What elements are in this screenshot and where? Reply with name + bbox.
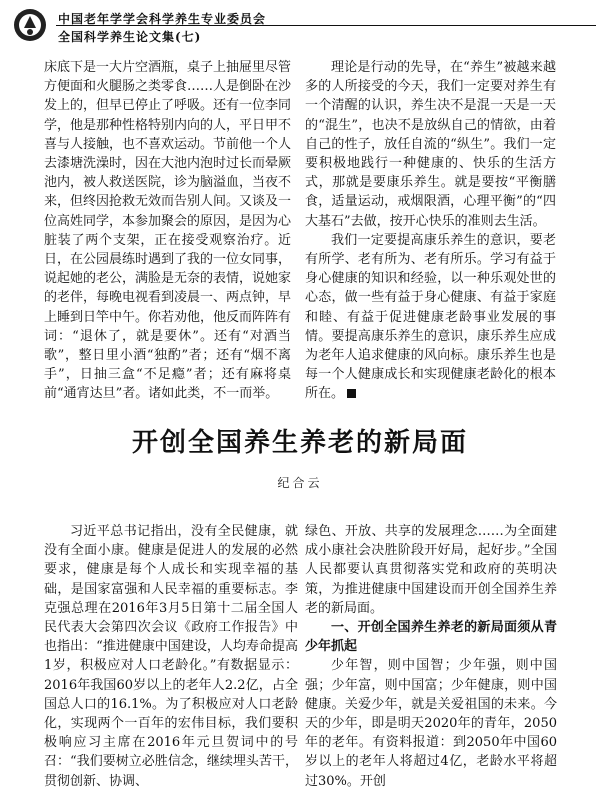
header-society-name: 中国老年学学会科学养生专业委员会 (58, 12, 267, 26)
end-of-article-mark (347, 389, 356, 398)
article1-right-paragraph-1: 理论是行动的先导，在“养生”被越来越多的人所接受的今天，我们一定要对养生有一个清醒的认识，养生决不是混一天是一天的“混生”，也决不是放纵自己的情欲，由着自己的性子，放任自流的“纵生”。我们一定要积极地践行一种健康的、快乐的生活方式，那就是要康乐养生。就是要按“平衡膳食，适量运动，戒烟限酒，心理平衡”的“四大基石”去做，按开心快乐的准则去生活。 (305, 60, 556, 229)
page-header (8, 6, 598, 46)
section-paragraph: 少年智，则中国智；少年强，则中国强；少年富，则中国富；少年健康，则中国健康。关爱少年，就是关爱祖国的未来。今天的少年，即是明天2020年的青年，2050年的老年。有资料报道：到2050年中国60岁以上的老年人将超过4亿，老龄水平将超过30%。开创 (305, 658, 557, 789)
society-emblem-icon (12, 6, 48, 44)
article1-column-left (44, 58, 291, 404)
article2-left-paragraph: 习近平总书记指出，没有全民健康，就没有全面小康。健康是促进人的发展的必然要求，健康是每个人成长和实现幸福的基础，是国家富强和人民幸福的重要标志。李克强总理在2016年3月5日第十二届全国人民代表大会第四次会议《政府工作报告》中也指出：“推进健康中国建设，人均寿命提高1岁，积极应对人口老龄化。”有数据显示：2016年我国60岁以上的老年人2.2亿，占全国总人口的16.1%。为了积极应对人口老龄化，实现两个一百年的宏伟目标，我们要积极响应习主席在2016年元旦贺词中的号召：“我们要树立必胜信念，继续埋头苦干，贯彻创新、协调、 (44, 524, 298, 789)
article2-author: 纪合云 (277, 476, 323, 490)
article1-right-paragraph-2: 我们一定要提高康乐养生的意识，要老有所学、老有所为、老有所乐。学习有益于身心健康的知识和经验，以一种乐观处世的心态，做一些有益于身心健康、有益于家庭和睦、有益于促进健康老龄事业发展的事情。要提高康乐养生的意识，康乐养生应成为老年人追求健康的风向标。康乐养生也是每一个人健康成长和实现健康老龄化的根本所在。 (305, 232, 556, 402)
article1-left-paragraph: 床底下是一大片空酒瓶，桌子上抽屉里尽管方便面和火腿肠之类零食……人是倒卧在沙发上的，但早已停止了呼吸。还有一位李同学，他是那种性格特别内向的人，平日甲不喜与人接触，也不喜欢运动。节前他一个人去漆塘洗澡时，因在大池内泡时过长而晕厥池内，被人救送医院，诊为脑溢血，当夜不来，但终因抢救无效而告别人间。又谈及一位高姓同学，本参加聚会的原因，是因为心脏装了两个支架，正在接受观察治疗。近日，在公园晨练时遇到了我的一位女同事，说起她的老公，满脸是无奈的表情，说她家的老伴，每晚电视看到凌晨一、两点钟，早上睡到日竿中午。你若劝他，他反而阵阵有词：“退休了，就是要休”。还有“对酒当歌”，整日里小酒“独酌”者；还有“烟不离手”，日抽三盒“不足瘾”者；还有麻将桌前“通宵达旦”者。诸如此类，不一而举。 (44, 60, 292, 402)
header-divider (56, 25, 596, 26)
header-collection-name: 全国科学养生论文集(七) (58, 30, 202, 44)
article1-column-right (305, 58, 556, 404)
article2-column-left (44, 522, 298, 791)
section-heading: 一、开创全国养生养老的新局面须从青少年抓起 (305, 620, 557, 655)
article2-right-paragraph: 绿色、开放、共享的发展理念……为全面建成小康社会决胜阶段开好局，起好步。”全国人民都要认真贯彻落实党和政府的英明决策，为推进健康中国建设而开创全国养生养老的新局面。 (305, 524, 557, 616)
article2-title: 开创全国养生养老的新局面 (131, 428, 468, 458)
article2-column-right (305, 522, 557, 791)
